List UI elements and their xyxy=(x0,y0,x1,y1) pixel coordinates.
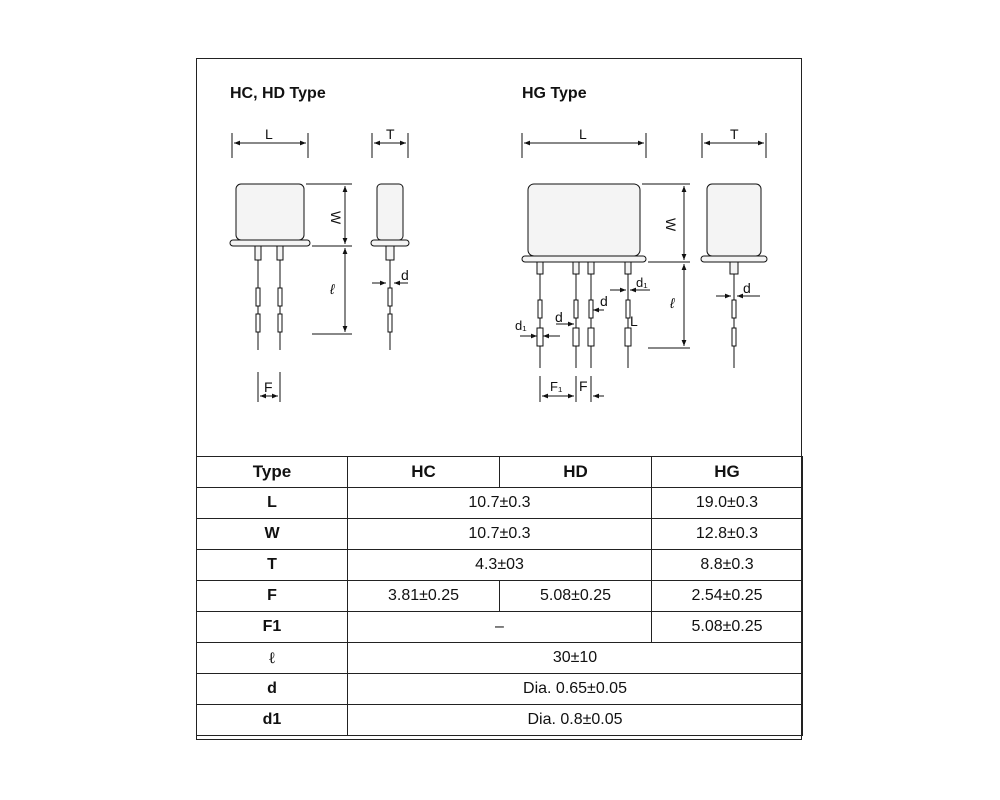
hc-d-label: d xyxy=(401,267,409,283)
header-hd: HD xyxy=(500,457,652,488)
row-label-F: F xyxy=(197,581,348,612)
hg-d1-left-label: d₁ xyxy=(515,318,527,333)
table-row xyxy=(197,488,803,519)
dimensions-table xyxy=(196,456,803,736)
hg-side-d-label: d xyxy=(743,280,751,296)
cell-ell-all: 30±10 xyxy=(348,643,803,674)
hg-d-right-label: d xyxy=(600,293,608,309)
table-row xyxy=(197,674,803,705)
hg-type-heading: HG Type xyxy=(522,85,587,102)
hc-T-label: T xyxy=(386,126,395,142)
hg-d-left-label: d xyxy=(555,309,563,325)
row-label-d1: d1 xyxy=(197,705,348,736)
table-row xyxy=(197,581,803,612)
hg-T-label: T xyxy=(730,126,739,142)
cell-F1-hc-hd: – xyxy=(348,612,652,643)
cell-d1-all: Dia. 0.8±0.05 xyxy=(348,705,803,736)
row-label-d: d xyxy=(197,674,348,705)
hg-ell-label: ℓ xyxy=(670,295,675,311)
hc-hd-type-heading: HC, HD Type xyxy=(230,85,326,102)
header-hc: HC xyxy=(348,457,500,488)
cell-T-hc-hd: 4.3±03 xyxy=(348,550,652,581)
row-label-ell: ℓ xyxy=(197,643,348,674)
cell-L-hc-hd: 10.7±0.3 xyxy=(348,488,652,519)
cell-L-hg: 19.0±0.3 xyxy=(652,488,803,519)
row-label-F1: F1 xyxy=(197,612,348,643)
table-row xyxy=(197,612,803,643)
table-row xyxy=(197,519,803,550)
row-label-W: W xyxy=(197,519,348,550)
hc-hd-side-view xyxy=(371,133,409,350)
hg-d1-right-label: d₁ xyxy=(636,275,648,290)
cell-T-hg: 8.8±0.3 xyxy=(652,550,803,581)
header-type: Type xyxy=(197,457,348,488)
hc-ell-label: ℓ xyxy=(330,281,335,297)
hg-F1-label: F₁ xyxy=(550,379,563,394)
hc-hd-front-view xyxy=(230,133,352,402)
hg-W-label: W xyxy=(663,218,679,232)
cell-F1-hg: 5.08±0.25 xyxy=(652,612,803,643)
hg-front-view xyxy=(520,133,690,402)
hc-W-label: W xyxy=(328,211,344,225)
table-row xyxy=(197,705,803,736)
cell-W-hc-hd: 10.7±0.3 xyxy=(348,519,652,550)
row-label-L: L xyxy=(197,488,348,519)
cell-F-hc: 3.81±0.25 xyxy=(348,581,500,612)
table-header-row xyxy=(197,457,803,488)
table-row xyxy=(197,550,803,581)
hc-L-label: L xyxy=(265,126,273,142)
hg-lead-L-label: L xyxy=(630,313,638,329)
hg-side-view xyxy=(701,133,767,368)
hg-F-label: F xyxy=(579,378,588,394)
cell-W-hg: 12.8±0.3 xyxy=(652,519,803,550)
hg-L-label: L xyxy=(579,126,587,142)
header-hg: HG xyxy=(652,457,803,488)
cell-d-all: Dia. 0.65±0.05 xyxy=(348,674,803,705)
hc-F-label: F xyxy=(264,379,273,395)
row-label-T: T xyxy=(197,550,348,581)
cell-F-hd: 5.08±0.25 xyxy=(500,581,652,612)
table-row xyxy=(197,643,803,674)
cell-F-hg: 2.54±0.25 xyxy=(652,581,803,612)
